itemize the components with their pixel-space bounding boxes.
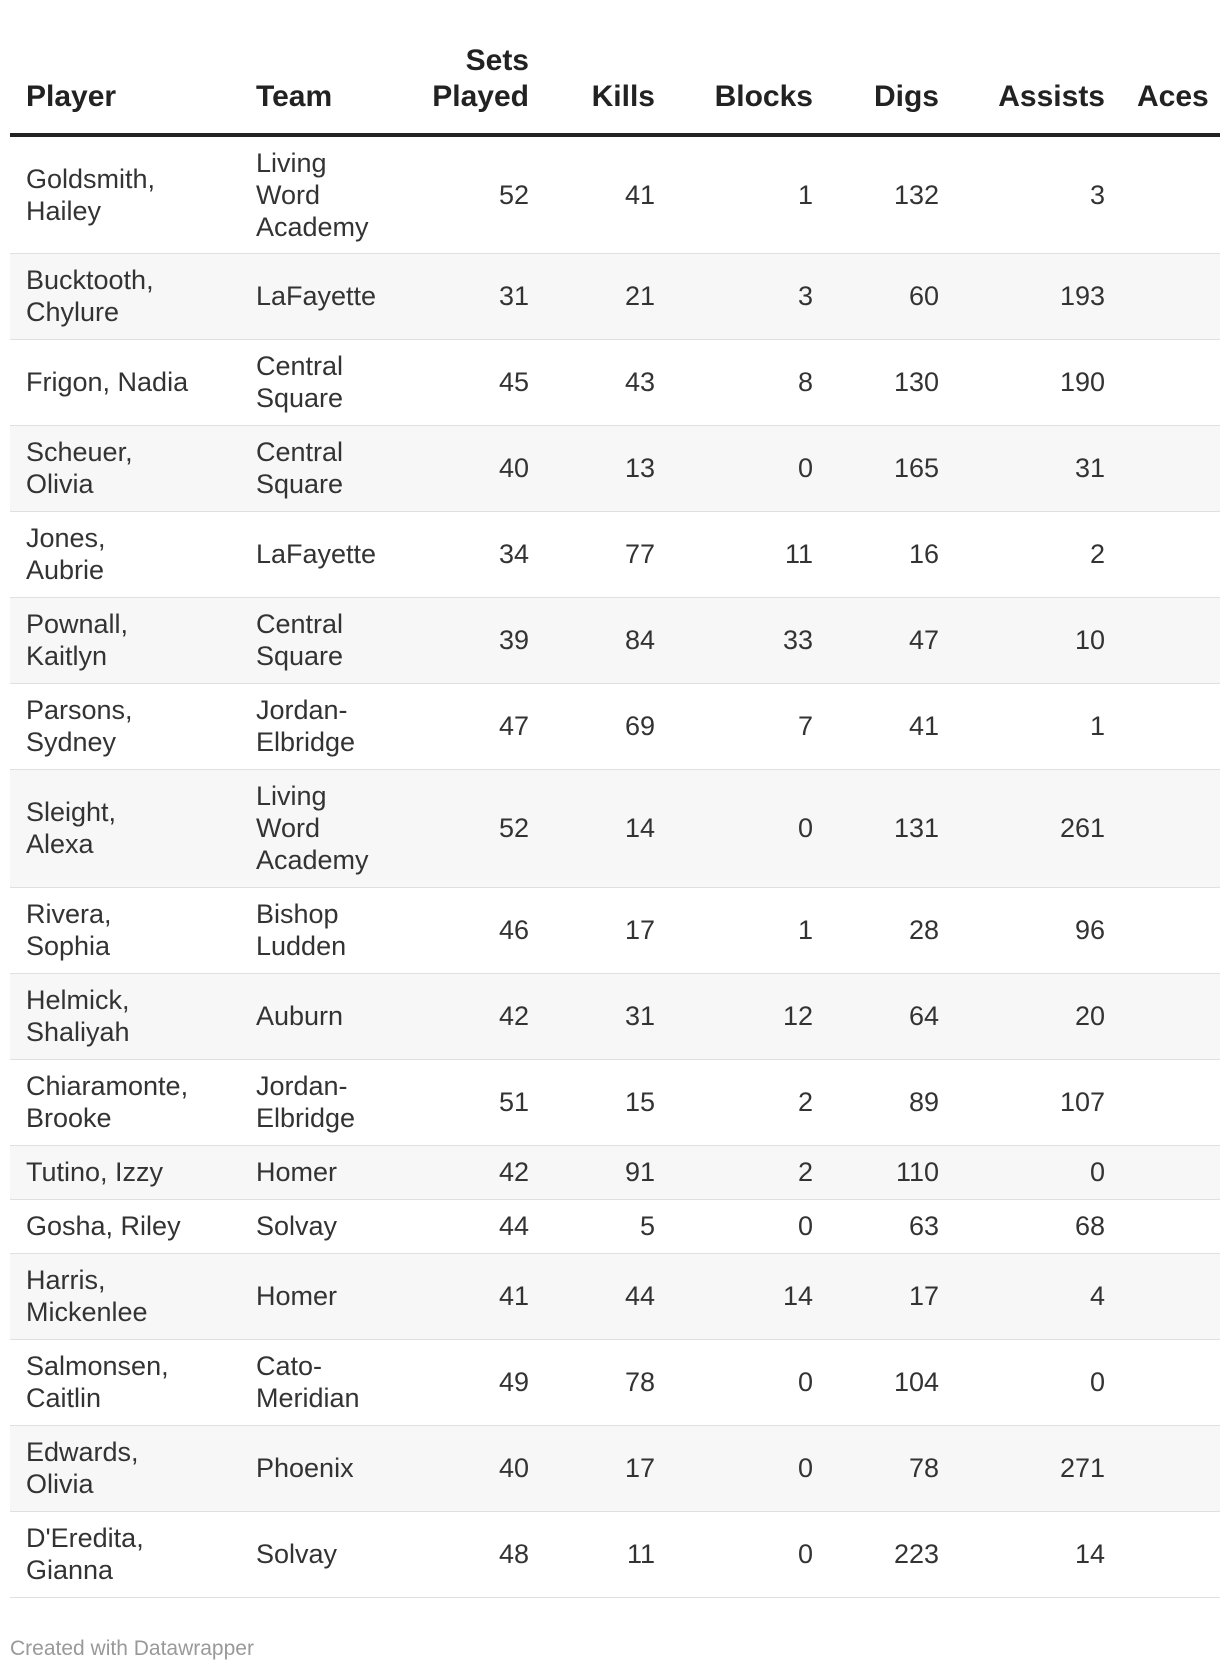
player-name-line: Parsons,: [26, 695, 133, 725]
digs-cell: 130: [829, 339, 955, 425]
digs-cell: 89: [829, 1059, 955, 1145]
player-cell: [10, 683, 240, 769]
assists-cell: 261: [955, 769, 1121, 887]
player-name-line: Pownall,: [26, 609, 129, 639]
assists-cell: 20: [955, 973, 1121, 1059]
assists-cell: 107: [955, 1059, 1121, 1145]
team-name-line: Phoenix: [256, 1453, 354, 1483]
team-name-line: Jordan-: [256, 1071, 348, 1101]
player-cell: [10, 1253, 240, 1339]
kills-cell: 41: [545, 135, 671, 253]
kills-cell: 13: [545, 425, 671, 511]
team-name-line: LaFayette: [256, 281, 377, 311]
sets-played-cell: 34: [415, 511, 545, 597]
team-cell: [240, 887, 415, 973]
blocks-cell: 33: [671, 597, 829, 683]
sets-played-cell: 42: [415, 973, 545, 1059]
blocks-cell: 1: [671, 887, 829, 973]
assists-cell: 96: [955, 887, 1121, 973]
player-name-line: Sophia: [26, 931, 111, 961]
kills-cell: 15: [545, 1059, 671, 1145]
sets-played-cell: 52: [415, 135, 545, 253]
assists-cell: 0: [955, 1339, 1121, 1425]
team-name-line: Academy: [256, 211, 369, 242]
digs-cell: 131: [829, 769, 955, 887]
blocks-cell: 3: [671, 253, 829, 339]
assists-cell: 193: [955, 253, 1121, 339]
player-name-line: Caitlin: [26, 1383, 102, 1413]
digs-cell: 16: [829, 511, 955, 597]
aces-cell: [1121, 769, 1220, 887]
header-team: Team: [240, 0, 415, 135]
team-cell: [240, 1145, 415, 1199]
kills-cell: 84: [545, 597, 671, 683]
team-name-line: Central: [256, 437, 344, 467]
digs-cell: 60: [829, 253, 955, 339]
assists-cell: 0: [955, 1145, 1121, 1199]
team-cell: [240, 1253, 415, 1339]
aces-cell: [1121, 683, 1220, 769]
sets-played-cell: 47: [415, 683, 545, 769]
table-row: [10, 511, 1220, 597]
player-name-line: Tutino, Izzy: [26, 1157, 164, 1187]
aces-cell: [1121, 135, 1220, 253]
assists-cell: 2: [955, 511, 1121, 597]
sets-played-cell: 48: [415, 1511, 545, 1597]
table-row: [10, 339, 1220, 425]
header-kills: Kills: [545, 0, 671, 135]
kills-cell: 31: [545, 973, 671, 1059]
assists-cell: 68: [955, 1199, 1121, 1253]
sets-played-cell: 39: [415, 597, 545, 683]
aces-cell: [1121, 1511, 1220, 1597]
team-name-line: Living: [256, 781, 327, 811]
team-name-line: Bishop: [256, 899, 339, 929]
sets-played-cell: 52: [415, 769, 545, 887]
header-player: Player: [10, 0, 240, 135]
blocks-cell: 0: [671, 769, 829, 887]
player-stats-table: [10, 0, 1220, 1598]
player-cell: [10, 973, 240, 1059]
assists-cell: 14: [955, 1511, 1121, 1597]
player-cell: [10, 135, 240, 253]
player-name-line: Sydney: [26, 727, 117, 757]
player-name-line: Edwards,: [26, 1437, 139, 1467]
player-name-line: Olivia: [26, 1469, 94, 1499]
stats-table-container: [10, 0, 1220, 1598]
team-cell: [240, 597, 415, 683]
sets-played-cell: 51: [415, 1059, 545, 1145]
team-cell: [240, 511, 415, 597]
player-name-line: Goldsmith,: [26, 163, 156, 194]
blocks-cell: 0: [671, 1339, 829, 1425]
table-row: [10, 253, 1220, 339]
kills-cell: 14: [545, 769, 671, 887]
player-name-line: Scheuer,: [26, 437, 133, 467]
digs-cell: 104: [829, 1339, 955, 1425]
header-row: [10, 0, 1220, 135]
player-cell: [10, 769, 240, 887]
team-cell: [240, 1511, 415, 1597]
player-name-line: Frigon, Nadia: [26, 367, 189, 397]
kills-cell: 78: [545, 1339, 671, 1425]
aces-cell: [1121, 1425, 1220, 1511]
team-name-line: Solvay: [256, 1539, 338, 1569]
player-name-line: Helmick,: [26, 985, 130, 1015]
team-cell: [240, 339, 415, 425]
blocks-cell: 0: [671, 425, 829, 511]
blocks-cell: 11: [671, 511, 829, 597]
team-name-line: Academy: [256, 845, 369, 875]
player-cell: [10, 425, 240, 511]
player-name-line: Olivia: [26, 469, 94, 499]
team-cell: [240, 683, 415, 769]
blocks-cell: 0: [671, 1425, 829, 1511]
table-row: [10, 973, 1220, 1059]
player-name-line: D'Eredita,: [26, 1523, 144, 1553]
table-body: [10, 135, 1220, 1597]
aces-cell: [1121, 425, 1220, 511]
player-cell: [10, 887, 240, 973]
table-row: [10, 1511, 1220, 1597]
digs-cell: 17: [829, 1253, 955, 1339]
kills-cell: 91: [545, 1145, 671, 1199]
team-name-line: Meridian: [256, 1383, 360, 1413]
player-cell: [10, 1339, 240, 1425]
team-cell: [240, 1199, 415, 1253]
kills-cell: 69: [545, 683, 671, 769]
digs-cell: 78: [829, 1425, 955, 1511]
team-name-line: Cato-: [256, 1351, 323, 1381]
table-header: [10, 0, 1220, 135]
table-row: [10, 1425, 1220, 1511]
player-name-line: Chiaramonte,: [26, 1071, 189, 1101]
sets-played-cell: 44: [415, 1199, 545, 1253]
player-name-line: Jones,: [26, 523, 106, 553]
player-cell: [10, 1145, 240, 1199]
player-cell: [10, 597, 240, 683]
digs-cell: 47: [829, 597, 955, 683]
blocks-cell: 7: [671, 683, 829, 769]
header-sets-played: [415, 0, 545, 135]
aces-cell: [1121, 253, 1220, 339]
kills-cell: 17: [545, 887, 671, 973]
assists-cell: 4: [955, 1253, 1121, 1339]
player-cell: [10, 1199, 240, 1253]
table-row: [10, 1199, 1220, 1253]
player-name-line: Gianna: [26, 1555, 114, 1585]
team-name-line: Word: [256, 813, 321, 843]
player-name-line: Kaitlyn: [26, 641, 108, 671]
table-row: [10, 597, 1220, 683]
team-cell: [240, 253, 415, 339]
blocks-cell: 8: [671, 339, 829, 425]
team-name-line: Square: [256, 641, 344, 671]
kills-cell: 21: [545, 253, 671, 339]
table-row: [10, 1059, 1220, 1145]
digs-cell: 63: [829, 1199, 955, 1253]
team-cell: [240, 1059, 415, 1145]
team-cell: [240, 1339, 415, 1425]
team-cell: [240, 973, 415, 1059]
player-name-line: Alexa: [26, 829, 94, 859]
table-row: [10, 1145, 1220, 1199]
team-cell: [240, 425, 415, 511]
digs-cell: 28: [829, 887, 955, 973]
assists-cell: 190: [955, 339, 1121, 425]
player-cell: [10, 511, 240, 597]
header-blocks: Blocks: [671, 0, 829, 135]
header-assists: Assists: [955, 0, 1121, 135]
table-row: [10, 1253, 1220, 1339]
aces-cell: [1121, 887, 1220, 973]
team-name-line: Solvay: [256, 1211, 338, 1241]
team-cell: [240, 135, 415, 253]
digs-cell: 223: [829, 1511, 955, 1597]
team-name-line: Jordan-: [256, 695, 348, 725]
sets-played-cell: 45: [415, 339, 545, 425]
aces-cell: [1121, 1253, 1220, 1339]
player-name-line: Aubrie: [26, 555, 105, 585]
team-name-line: Elbridge: [256, 727, 356, 757]
team-name-line: Square: [256, 469, 344, 499]
team-name-line: Word: [256, 179, 321, 210]
kills-cell: 77: [545, 511, 671, 597]
table-row: [10, 1339, 1220, 1425]
header-sets-line2: Played: [432, 80, 529, 113]
player-cell: [10, 1059, 240, 1145]
team-cell: [240, 1425, 415, 1511]
kills-cell: 5: [545, 1199, 671, 1253]
aces-cell: [1121, 973, 1220, 1059]
blocks-cell: 2: [671, 1059, 829, 1145]
sets-played-cell: 40: [415, 425, 545, 511]
sets-played-cell: 46: [415, 887, 545, 973]
player-name-line: Rivera,: [26, 899, 112, 929]
team-name-line: Square: [256, 383, 344, 413]
digs-cell: 132: [829, 135, 955, 253]
team-name-line: Elbridge: [256, 1103, 356, 1133]
assists-cell: 3: [955, 135, 1121, 253]
assists-cell: 271: [955, 1425, 1121, 1511]
digs-cell: 41: [829, 683, 955, 769]
player-name-line: Salmonsen,: [26, 1351, 169, 1381]
sets-played-cell: 42: [415, 1145, 545, 1199]
blocks-cell: 12: [671, 973, 829, 1059]
blocks-cell: 14: [671, 1253, 829, 1339]
table-row: [10, 887, 1220, 973]
team-name-line: Central: [256, 351, 344, 381]
aces-cell: [1121, 511, 1220, 597]
team-name-line: Central: [256, 609, 344, 639]
assists-cell: 31: [955, 425, 1121, 511]
kills-cell: 44: [545, 1253, 671, 1339]
player-name-line: Harris,: [26, 1265, 106, 1295]
aces-cell: [1121, 597, 1220, 683]
player-name-line: Shaliyah: [26, 1017, 130, 1047]
player-name-line: Mickenlee: [26, 1297, 148, 1327]
team-name-line: Homer: [256, 1281, 338, 1311]
player-cell: [10, 1425, 240, 1511]
table-row: [10, 769, 1220, 887]
player-name-line: Chylure: [26, 297, 120, 327]
player-name-line: Bucktooth,: [26, 265, 154, 295]
player-cell: [10, 339, 240, 425]
player-cell: [10, 253, 240, 339]
team-name-line: Living: [256, 147, 327, 178]
table-row: [10, 683, 1220, 769]
team-name-line: Homer: [256, 1157, 338, 1187]
blocks-cell: 0: [671, 1199, 829, 1253]
player-name-line: Hailey: [26, 195, 102, 226]
table-row: [10, 135, 1220, 253]
digs-cell: 165: [829, 425, 955, 511]
kills-cell: 11: [545, 1511, 671, 1597]
team-name-line: LaFayette: [256, 539, 377, 569]
player-name-line: Gosha, Riley: [26, 1211, 181, 1241]
aces-cell: [1121, 1145, 1220, 1199]
header-digs: Digs: [829, 0, 955, 135]
aces-cell: [1121, 339, 1220, 425]
aces-cell: [1121, 1199, 1220, 1253]
header-sets-line1: Sets: [465, 44, 529, 77]
blocks-cell: 1: [671, 135, 829, 253]
assists-cell: 1: [955, 683, 1121, 769]
kills-cell: 17: [545, 1425, 671, 1511]
digs-cell: 110: [829, 1145, 955, 1199]
team-cell: [240, 769, 415, 887]
kills-cell: 43: [545, 339, 671, 425]
table-row: [10, 425, 1220, 511]
datawrapper-credit: Created with Datawrapper: [10, 1637, 254, 1660]
blocks-cell: 0: [671, 1511, 829, 1597]
sets-played-cell: 31: [415, 253, 545, 339]
aces-cell: [1121, 1059, 1220, 1145]
sets-played-cell: 41: [415, 1253, 545, 1339]
team-name-line: Auburn: [256, 1001, 344, 1031]
aces-cell: [1121, 1339, 1220, 1425]
header-aces: Aces: [1121, 0, 1220, 135]
blocks-cell: 2: [671, 1145, 829, 1199]
player-name-line: Brooke: [26, 1103, 112, 1133]
sets-played-cell: 40: [415, 1425, 545, 1511]
assists-cell: 10: [955, 597, 1121, 683]
digs-cell: 64: [829, 973, 955, 1059]
player-name-line: Sleight,: [26, 797, 117, 827]
team-name-line: Ludden: [256, 931, 347, 961]
player-cell: [10, 1511, 240, 1597]
sets-played-cell: 49: [415, 1339, 545, 1425]
